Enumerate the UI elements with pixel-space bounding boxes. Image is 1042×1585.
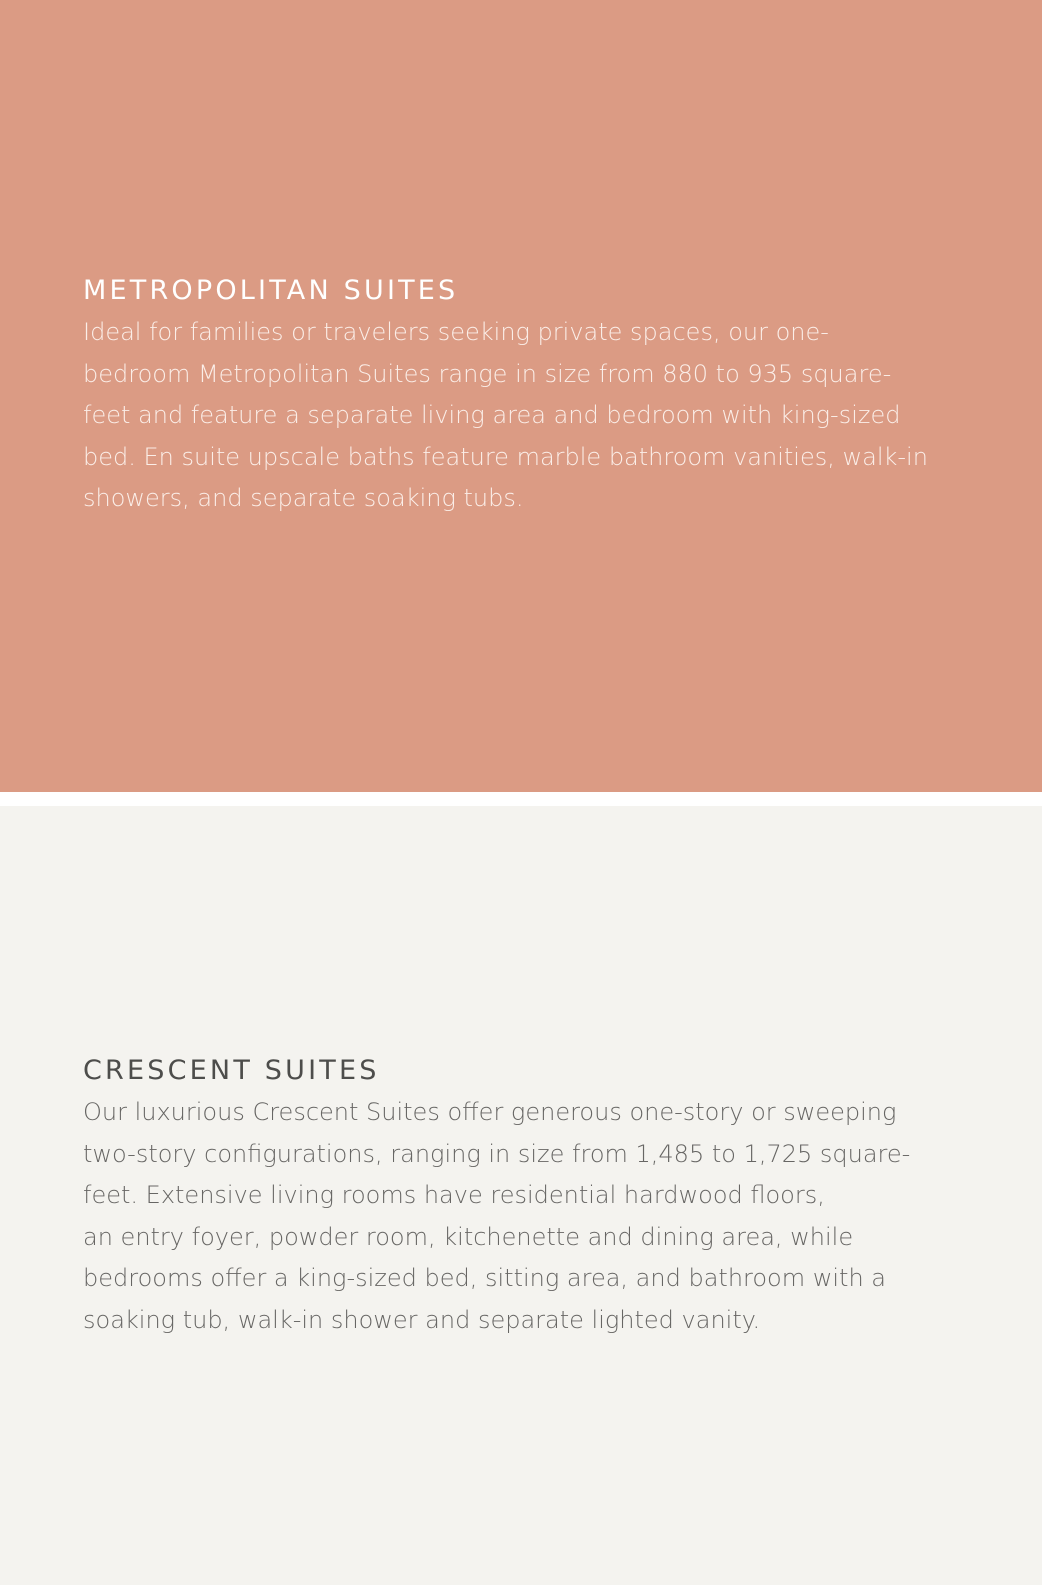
metropolitan-suites-content bbox=[83, 274, 963, 520]
crescent-suites-panel bbox=[0, 806, 1042, 1585]
metropolitan-suites-title: METROPOLITAN SUITES bbox=[83, 275, 459, 306]
crescent-suites-title: CRESCENT SUITES bbox=[83, 1055, 380, 1086]
metropolitan-suites-description: Ideal for families or travelers seeking private spaces, our one- bedroom Metropolitan Suites range in size from 880 to 935 square- feet and feature a separate living area and bedroom with king-sized bed. En suite upscale baths feature marble bathroom vanities, walk-in showers, and separate soaking tubs. bbox=[83, 318, 928, 513]
crescent-suites-description: Our luxurious Crescent Suites offer generous one-story or sweeping two-story configurations, ranging in size from 1,485 to 1,725 square- feet. Extensive living rooms have residential hardwood floors, an entry foyer, powder room, kitchenette and dining area, while bedrooms offer a king-sized bed, sitting area, and bathroom with a soaking tub, walk-in shower and separate lighted vanity. bbox=[83, 1098, 911, 1334]
crescent-suites-content bbox=[83, 1054, 963, 1342]
metropolitan-suites-panel bbox=[0, 0, 1042, 792]
